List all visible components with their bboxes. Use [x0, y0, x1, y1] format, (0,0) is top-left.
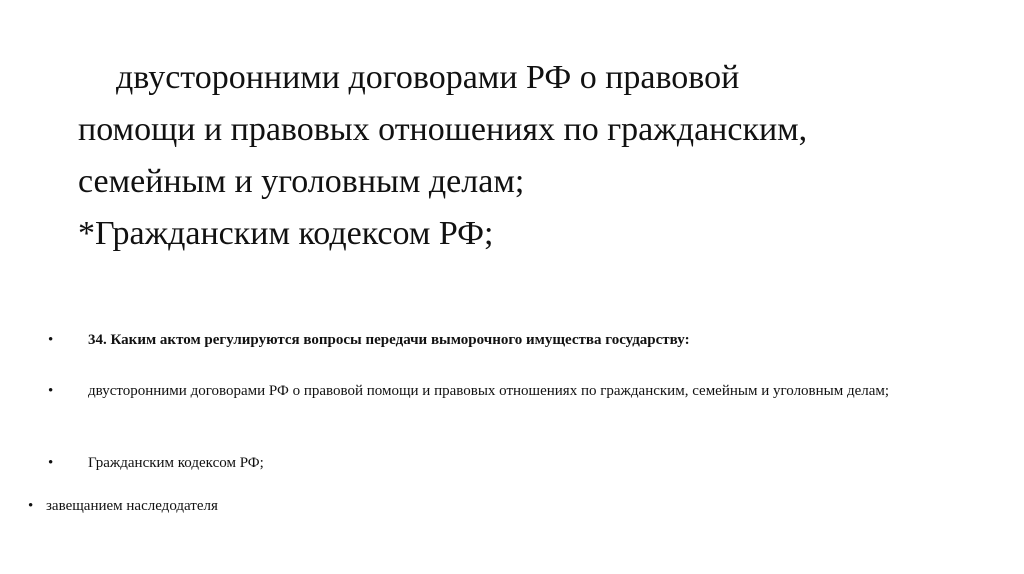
- answer-text: Гражданским кодексом РФ;: [88, 455, 264, 471]
- question-item: [48, 332, 690, 349]
- answer-text: завещанием наследодателя: [46, 498, 218, 514]
- answer-item: [48, 455, 264, 472]
- bullet-icon: •: [48, 455, 54, 471]
- highlighted-answer-line-4: *Гражданским кодексом РФ;: [78, 215, 494, 252]
- highlighted-answer-line-1: двусторонними договорами РФ о правовой: [116, 59, 740, 96]
- bullet-icon: •: [48, 383, 54, 399]
- highlighted-answer-block: [78, 52, 978, 260]
- answer-item: [28, 498, 218, 515]
- question-text: 34. Каким актом регулируются вопросы передачи выморочного имущества государству:: [88, 332, 690, 348]
- highlighted-answer-line-3: семейным и уголовным делам;: [78, 163, 525, 200]
- answer-text: двусторонними договорами РФ о правовой помощи и правовых отношениях по гражданским, семейным и уголовным делам;: [88, 383, 890, 399]
- answer-item: [48, 380, 900, 402]
- highlighted-answer-line-2: помощи и правовых отношениях по гражданским,: [78, 111, 808, 148]
- bullet-icon: •: [28, 498, 34, 514]
- bullet-icon: •: [48, 332, 54, 348]
